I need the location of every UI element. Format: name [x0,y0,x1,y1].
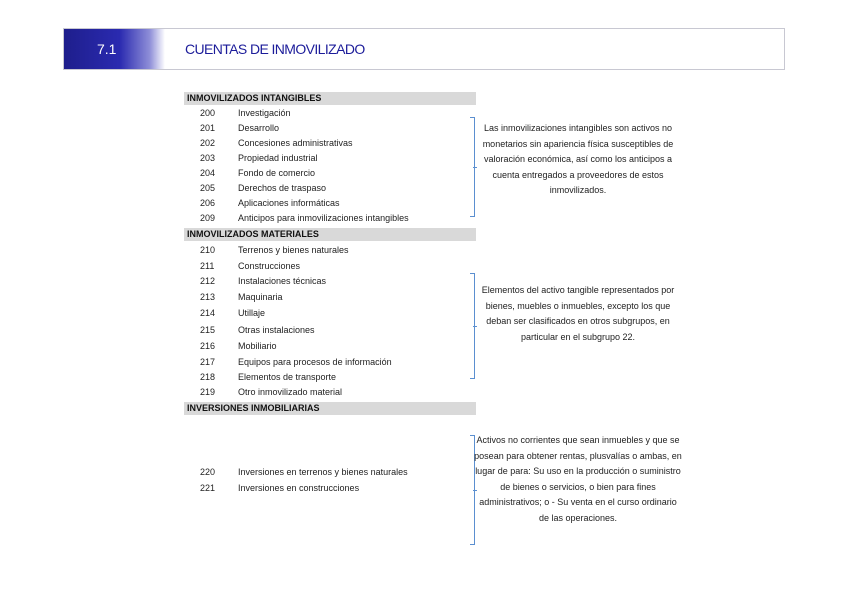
description-materiales: Elementos del activo tangible representados por bienes, muebles o inmuebles, excepto los que deban ser clasificados en otros subgrupos, en particular en el subgrupo 22. [481,285,675,342]
account-code: 216 [200,341,216,351]
account-code: 204 [200,168,216,178]
account-code: 205 [200,183,216,193]
account-code: 200 [200,108,216,118]
account-code: 206 [200,198,216,208]
account-name: Instalaciones técnicas [238,276,327,286]
account-name: Inversiones en terrenos y bienes naturales [238,467,408,477]
account-code: 210 [200,245,216,255]
account-code: 215 [200,325,216,335]
account-name: Maquinaria [238,292,283,302]
section-number: 7.1 [97,41,117,57]
account-name: Utillaje [238,308,266,318]
account-name: Mobiliario [238,341,277,351]
description-intangibles: Las inmovilizaciones intangibles son activos no monetarios sin apariencia física susceptibles de valoración económica, así como los anticipos a cuenta entregados a proveedores de estos inmovilizados. [482,123,674,195]
section-banner [63,28,785,70]
account-name: Aplicaciones informáticas [238,198,340,208]
section-header-inversiones: INVERSIONES INMOBILIARIAS [184,402,476,415]
account-code: 220 [200,467,216,477]
section-number-box [64,29,165,69]
section-header-materiales: INMOVILIZADOS MATERIALES [184,228,476,241]
account-name: Propiedad industrial [238,153,318,163]
account-code: 214 [200,308,216,318]
account-code: 209 [200,213,216,223]
account-name: Terrenos y bienes naturales [238,245,349,255]
account-code: 202 [200,138,216,148]
account-code: 203 [200,153,216,163]
account-code: 213 [200,292,216,302]
description-inversiones: Activos no corrientes que sean inmuebles y que se posean para obtener rentas, plusvalías o ambas, en lugar de para: Su uso en la producción o suministro de bienes o servicios, o bien para fines administrativos; o - Su venta en el curso ordinario de las operaciones. [474,435,682,523]
account-name: Investigación [238,108,291,118]
account-code: 212 [200,276,216,286]
account-code: 211 [200,261,215,271]
account-name: Anticipos para inmovilizaciones intangibles [238,213,409,223]
account-code: 218 [200,372,216,382]
account-name: Otro inmovilizado material [238,387,343,397]
account-name: Equipos para procesos de información [238,357,392,367]
account-code: 221 [200,483,216,493]
account-name: Otras instalaciones [238,325,315,335]
account-name: Elementos de transporte [238,372,337,382]
account-name: Concesiones administrativas [238,138,353,148]
account-code: 201 [200,123,216,133]
account-name: Construcciones [238,261,301,271]
section-header-intangibles: INMOVILIZADOS INTANGIBLES [184,92,476,105]
account-name: Desarrollo [238,123,280,133]
account-name: Derechos de traspaso [238,183,327,193]
account-name: Fondo de comercio [238,168,316,178]
account-code: 217 [200,357,216,367]
account-code: 219 [200,387,216,397]
section-title: CUENTAS DE INMOVILIZADO [185,41,365,57]
account-name: Inversiones en construcciones [238,483,360,493]
